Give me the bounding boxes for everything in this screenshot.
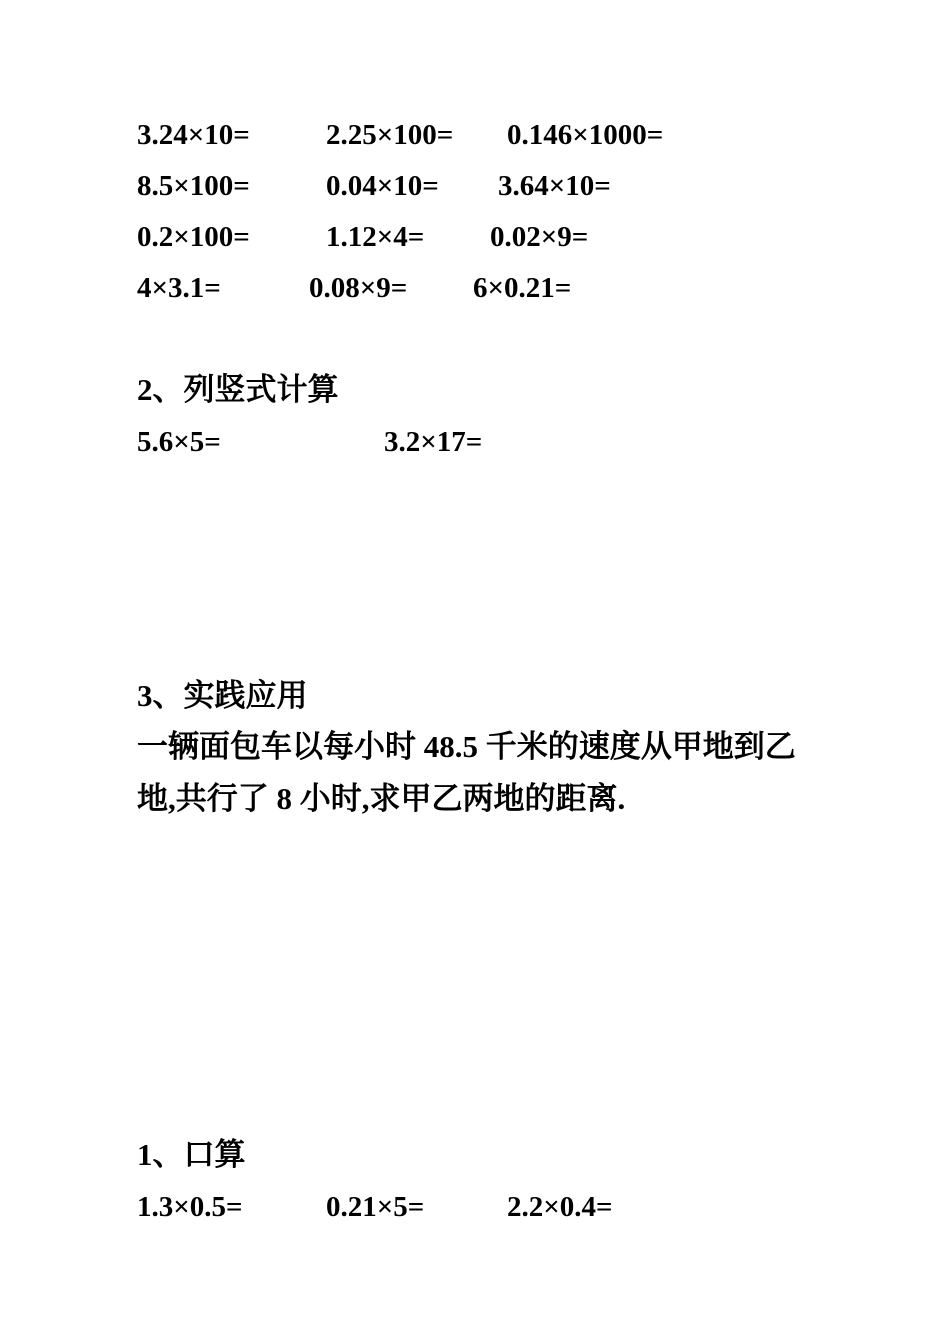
oral-problem: 4×3.1= [137,272,221,304]
section-3-heading: 3、实践应用 [137,678,308,713]
vertical-calc-problem: 3.2×17= [384,426,483,458]
word-problem-line-2: 地,共行了 8 小时,求甲乙两地的距离. [137,781,626,816]
section-1-heading: 1、口算 [137,1137,246,1172]
oral-problem: 2.25×100= [326,119,454,151]
word-problem-line-1: 一辆面包车以每小时 48.5 千米的速度从甲地到乙 [137,729,796,764]
oral-problem: 1.3×0.5= [137,1191,243,1223]
oral-problem: 8.5×100= [137,170,250,202]
oral-problem: 3.24×10= [137,119,250,151]
oral-problem: 0.04×10= [326,170,439,202]
oral-problem: 6×0.21= [473,272,572,304]
oral-problem: 2.2×0.4= [507,1191,613,1223]
oral-problem: 1.12×4= [326,221,425,253]
oral-problem: 0.146×1000= [507,119,664,151]
oral-problem: 0.2×100= [137,221,250,253]
oral-problem: 0.08×9= [309,272,408,304]
oral-problem: 0.02×9= [490,221,589,253]
oral-problem: 3.64×10= [498,170,611,202]
section-2-heading: 2、列竖式计算 [137,372,339,407]
oral-problem: 0.21×5= [326,1191,425,1223]
vertical-calc-problem: 5.6×5= [137,426,221,458]
